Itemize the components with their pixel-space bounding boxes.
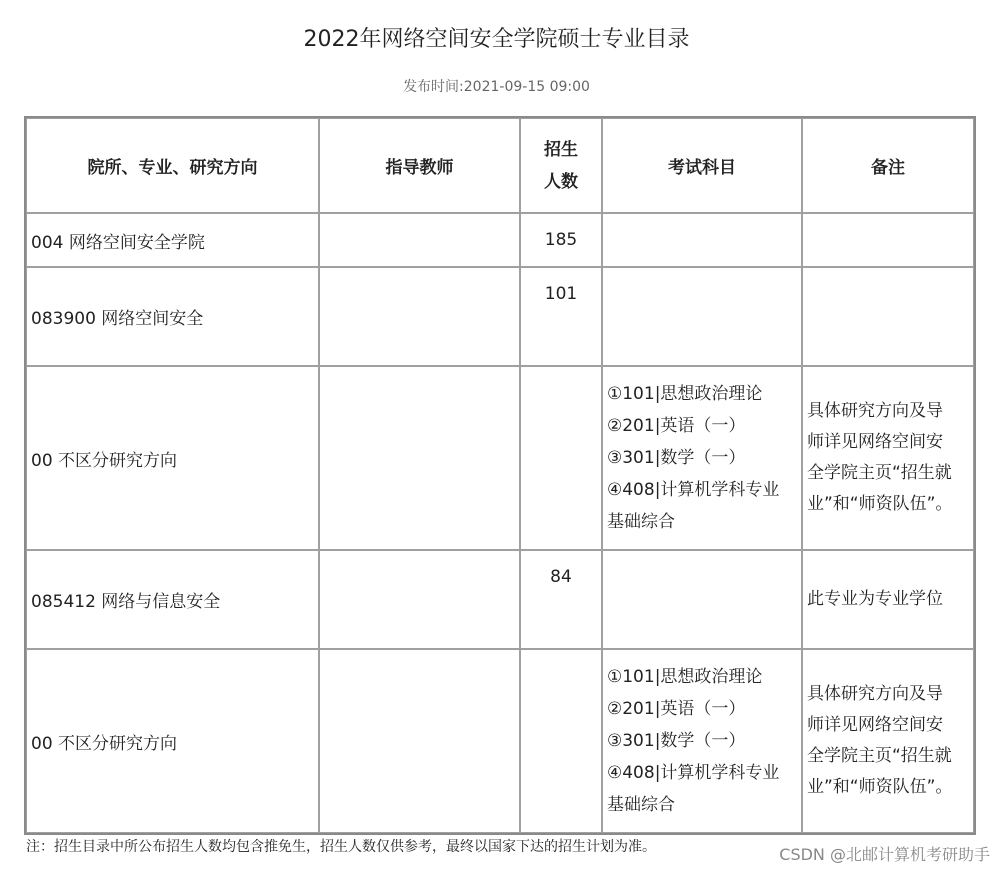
exam-subject: ③301|数学（一） [607,448,746,468]
advisor-cell [319,366,520,550]
exam-subject: ①101|思想政治理论 [607,667,763,687]
header-enrollment-line2: 人数 [544,171,578,192]
research-direction: 00 不区分研究方向 [26,366,319,550]
table-row [26,267,974,366]
exam-subjects-cell [602,366,802,550]
remark-line: 师详见网络空间安 [807,715,943,735]
header-department: 院所、专业、研究方向 [26,118,319,213]
exam-subject: ③301|数学（一） [607,731,746,751]
remark-line: 此专业为专业学位 [807,589,943,609]
exam-subjects-cell [602,213,802,267]
exam-subjects-cell [602,649,802,833]
research-direction: 00 不区分研究方向 [26,649,319,833]
header-exam-subjects: 考试科目 [602,118,802,213]
table-header-row [26,118,974,213]
advisor-cell [319,213,520,267]
enrollment-count [520,649,602,833]
remark-line: 业”和“师资队伍”。 [807,777,953,797]
footer-note: 注：招生目录中所公布招生人数均包含推免生，招生人数仅供参考，最终以国家下达的招生计划为准。 [26,839,656,855]
enrollment-count [520,366,602,550]
publish-time: 发布时间:2021-09-15 09:00 [403,79,590,95]
advisor-cell [319,267,520,366]
enrollment-count: 185 [520,213,602,267]
remark-line: 师详见网络空间安 [807,432,943,452]
exam-subject: 基础综合 [607,512,675,532]
advisor-cell [319,550,520,649]
major-name: 085412 网络与信息安全 [26,550,319,649]
remarks-cell [802,649,974,833]
exam-subject: ①101|思想政治理论 [607,384,763,404]
enrollment-count: 84 [520,550,602,649]
page-title: 2022年网络空间安全学院硕士专业目录 [303,27,690,52]
watermark: CSDN @北邮计算机考研助手 [779,845,990,864]
remark-line: 具体研究方向及导 [807,401,943,421]
header-advisor: 指导教师 [319,118,520,213]
remark-line: 全学院主页“招生就 [807,463,952,483]
table-row [26,550,974,649]
table-row [26,649,974,833]
department-name: 004 网络空间安全学院 [26,213,319,267]
remark-line: 全学院主页“招生就 [807,746,952,766]
remark-line: 具体研究方向及导 [807,684,943,704]
remarks-cell [802,550,974,649]
exam-subjects-cell [602,550,802,649]
exam-subject: ④408|计算机学科专业 [607,480,780,500]
exam-subject: ④408|计算机学科专业 [607,763,780,783]
table-row [26,366,974,550]
exam-subject: ②201|英语（一） [607,699,746,719]
exam-subjects-cell [602,267,802,366]
enrollment-count: 101 [520,267,602,366]
header-enrollment-line1: 招生 [544,139,578,160]
advisor-cell [319,649,520,833]
remark-line: 业”和“师资队伍”。 [807,494,953,514]
remarks-cell [802,366,974,550]
major-name: 083900 网络空间安全 [26,267,319,366]
header-remarks: 备注 [802,118,974,213]
exam-subject: 基础综合 [607,795,675,815]
remarks-cell [802,213,974,267]
catalog-table [24,116,976,835]
header-enrollment [520,118,602,213]
remarks-cell [802,267,974,366]
exam-subject: ②201|英语（一） [607,416,746,436]
table-row [26,213,974,267]
